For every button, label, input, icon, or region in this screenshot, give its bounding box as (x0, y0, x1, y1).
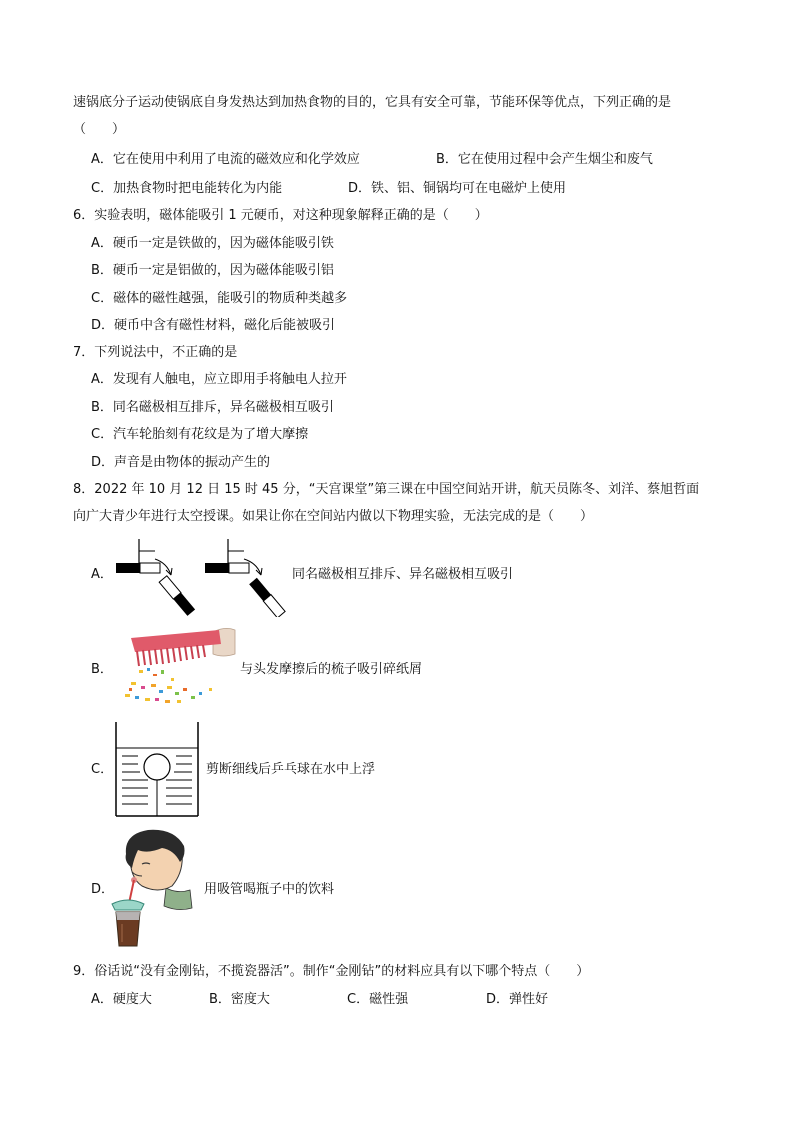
pingpong-ball (144, 754, 170, 780)
q8-option-c-text: 剪断细线后乒乓球在水中上浮 (206, 762, 376, 777)
q7-option-d: D．声音是由物体的振动产生的 (91, 455, 271, 470)
q7-option-a: A．发现有人触电，应立即用手将触电人拉开 (91, 372, 347, 387)
q9-option-a: A．硬度大 (91, 992, 152, 1007)
magnet-pair-left (116, 539, 195, 616)
q6-option-d: D．硬币中含有磁性材料，磁化后能被吸引 (91, 318, 336, 333)
q8-stem-line-1: 8．2022 年 10 月 12 日 15 时 45 分，“天宫课堂”第三课在中国空间站开讲，航天员陈冬、刘洋、蔡旭哲面 (73, 482, 700, 497)
q7-option-c: C．汽车轮胎刻有花纹是为了增大摩擦 (91, 427, 309, 442)
q7-stem: 7．下列说法中，不正确的是 (73, 345, 238, 360)
q9-option-c: C．磁性强 (347, 992, 409, 1007)
q6-option-a: A．硬币一定是铁做的，因为磁体能吸引铁 (91, 236, 334, 251)
q8-option-a-text: 同名磁极相互排斥、异名磁极相互吸引 (292, 567, 514, 582)
q5-option-c: C．加热食物时把电能转化为内能 (91, 181, 283, 196)
beaker-ball-figure (112, 720, 202, 818)
q8-stem-line-2: 向广大青少年进行太空授课。如果让你在空间站内做以下物理实验，无法完成的是（ ） (73, 509, 594, 524)
q5-stem-line: 速锅底分子运动使锅底自身发热达到加热食物的目的，它具有安全可靠，节能环保等优点，下列正确的是 (73, 95, 672, 110)
q5-option-a: A．它在使用中利用了电流的磁效应和化学效应 (91, 152, 360, 167)
q6-stem: 6．实验表明，磁体能吸引 1 元硬币，对这种现象解释正确的是（ ） (73, 208, 488, 223)
q9-option-b: B．密度大 (209, 992, 270, 1007)
q6-option-c: C．磁体的磁性越强，能吸引的物质种类越多 (91, 291, 348, 306)
q8-option-c-letter: C． (91, 762, 114, 777)
q8-option-b-letter: B． (91, 662, 113, 677)
paper-scraps (125, 668, 212, 703)
q9-option-d: D．弹性好 (486, 992, 549, 1007)
comb-icon (131, 630, 221, 666)
q8-option-b-text: 与头发摩擦后的梳子吸引碎纸屑 (240, 662, 423, 677)
q5-option-b: B．它在使用过程中会产生烟尘和废气 (436, 152, 653, 167)
q9-stem: 9．俗话说“没有金刚钻，不揽瓷器活”。制作“金刚钻”的材料应具有以下哪个特点（ ） (73, 964, 590, 979)
magnet-pair-right (205, 539, 285, 617)
q8-option-d-text: 用吸管喝瓶子中的饮料 (204, 882, 335, 897)
cup-icon (112, 880, 144, 946)
q6-option-b: B．硬币一定是铝做的，因为磁体能吸引铝 (91, 263, 334, 278)
boy-drinking-figure (108, 828, 198, 950)
q8-option-a-letter: A． (91, 567, 113, 582)
q5-option-d: D．铁、铝、铜锅均可在电磁炉上使用 (348, 181, 567, 196)
q7-option-b: B．同名磁极相互排斥，异名磁极相互吸引 (91, 400, 334, 415)
boy-head (126, 830, 192, 910)
q8-option-d-letter: D． (91, 882, 115, 897)
comb-paper-figure (113, 624, 238, 706)
magnets-figure (113, 537, 288, 617)
q5-answer-paren: （ ） (73, 122, 126, 137)
